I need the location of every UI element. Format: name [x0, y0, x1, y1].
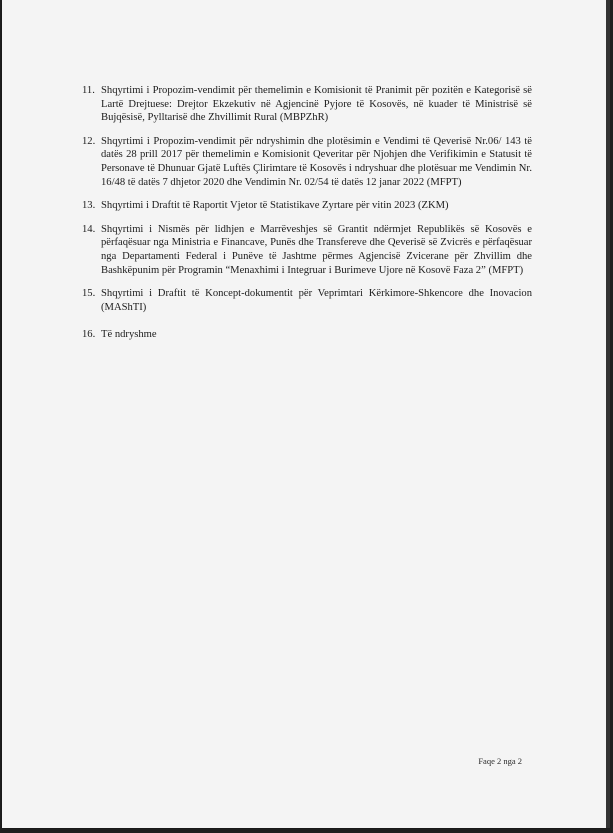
- agenda-item-text: Shqyrtimi i Propozim-vendimit për themelimin e Komisionit të Pranimit për pozitën e Kategorisë së Lartë Drejtuese: Drejtor Ekzekutiv në Agjencinë Pyjore të Kosovës, në kuader të Ministrisë së Bujqësisë, Pylltarisë dhe Zhvillimit Rural (MBPZhR): [101, 85, 532, 124]
- agenda-item-11: [82, 84, 532, 125]
- agenda-item-text: Shqyrtimi i Draftit të Koncept-dokumentit për Veprimtari Kërkimore-Shkencore dhe Inovacion (MAShTI): [101, 288, 532, 313]
- agenda-item-14: [82, 223, 532, 277]
- agenda-item-15: [82, 287, 532, 314]
- agenda-item-number: 14.: [82, 223, 96, 235]
- agenda-item-number: 11.: [82, 85, 95, 96]
- agenda-item-text: Shqyrtimi i Propozim-vendimit për ndryshimin dhe plotësimin e Vendimi të Qeverisë Nr.06/ 143 të datës 28 prill 2017 për themelimin e Komisionit Qeveritar për Njohjen dhe Verifikimin e Statusit të Personave të Dhunuar Gjatë Luftës Çlirimtare të Kosovës i ndryshuar dhe plotësuar me Vendimin Nr. 16/48 të datës 7 dhjetor 2020 dhe Vendimin Nr. 02/54 të datës 12 janar 2022 (MFPT): [101, 135, 532, 188]
- agenda-item-number: 16.: [82, 329, 96, 341]
- agenda-item-number: 12.: [82, 135, 96, 147]
- agenda-item-text: Shqyrtimi i Draftit të Raportit Vjetor të Statistikave Zyrtare për vitin 2023 (ZKM): [101, 200, 449, 212]
- agenda-item-number: 15.: [82, 288, 96, 300]
- agenda-item-text: Të ndryshme: [101, 329, 157, 341]
- agenda-item-16: [82, 328, 532, 342]
- document-page: [2, 0, 606, 828]
- agenda-item-13: [82, 199, 532, 213]
- agenda-item-text: Shqyrtimi i Nismës për lidhjen e Marrëveshjes së Grantit ndërmjet Republikës së Kosovës e përfaqësuar nga Ministria e Financave, Punës dhe Transfereve dhe Qeverisë së Zvicrës e përfaqësuar nga Departamenti Federal i Punëve të Jashtme përmes Agjencisë Zvicerane për Zhvillim dhe Bashkëpunim për Programin “Menaxhimi i Integruar i Burimeve Ujore në Kosovë Faza 2” (MFPT): [101, 223, 532, 276]
- agenda-list: [82, 84, 532, 352]
- page-number: Faqe 2 nga 2: [478, 756, 522, 766]
- agenda-item-12: [82, 135, 532, 189]
- agenda-item-number: 13.: [82, 200, 96, 212]
